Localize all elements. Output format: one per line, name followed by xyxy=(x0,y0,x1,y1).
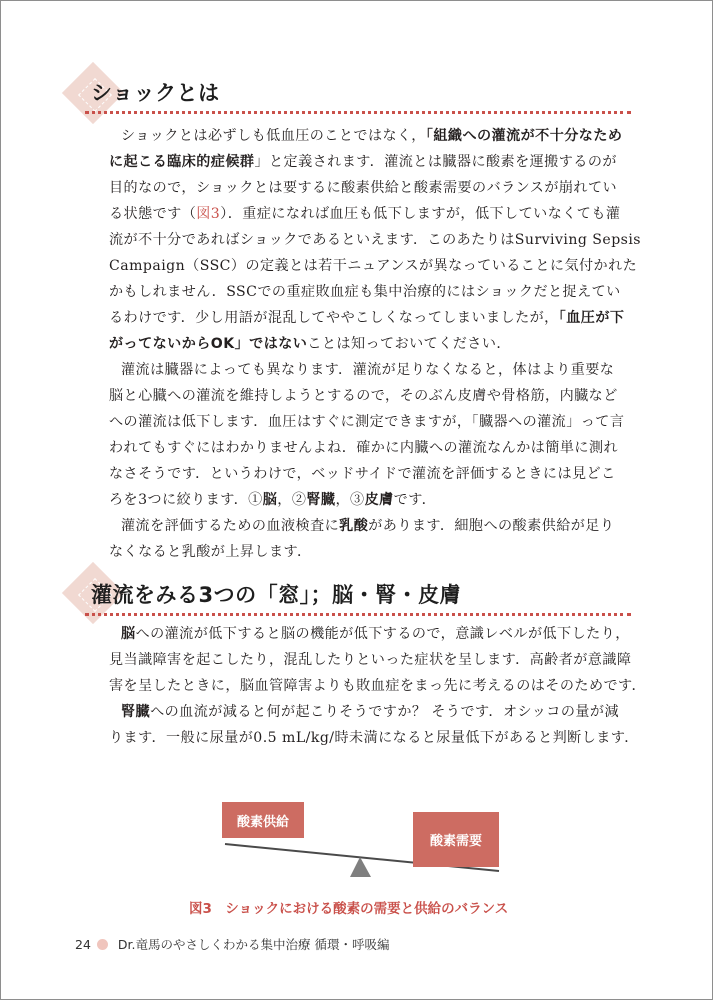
text-run: る状態です（ xyxy=(109,206,197,222)
text-run: かもしれません．SSCでの重症敗血症も集中治療的にはショックだと捉えてい xyxy=(109,284,621,300)
book-title: Dr.竜馬のやさしくわかる集中治療 循環・呼吸編 xyxy=(117,937,390,952)
oxygen-supply-box: 酸素供給 xyxy=(222,802,304,838)
text-run: への血流が減ると何が起こりそうですか？ そうです．オシッコの量が減 xyxy=(150,704,620,720)
figure-caption: 図3 ショックにおける酸素の需要と供給のバランス xyxy=(189,901,509,917)
text-run: ことは知っておいてください． xyxy=(307,336,511,352)
text-run: 見当識障害を起こしたり，混乱したりといった症状を呈します．高齢者が意識障 xyxy=(109,652,632,668)
text-run: 灌流を評価するための血液検査に xyxy=(121,518,340,534)
text-run: 流が不十分であればショックであるといえます．このあたりはSurviving Sepsis xyxy=(109,232,641,248)
section-title-windows: 灌流をみる3つの「窓」；脳・腎・皮膚 xyxy=(91,583,462,607)
text-run: への灌流は低下します．血圧はすぐに測定できますが，「臓器への灌流」って言 xyxy=(109,414,625,430)
page-footer xyxy=(75,935,389,953)
text-run: われてもすぐにはわかりませんよね．確かに内臓への灌流なんかは簡単に測れ xyxy=(109,440,619,456)
bold-emphasis: 乳酸 xyxy=(339,518,369,534)
bold-emphasis: 「血圧が下 xyxy=(558,310,625,326)
footer-dot-icon xyxy=(97,939,108,950)
bold-emphasis: 腎臓 xyxy=(306,492,336,508)
text-run: 目的なので，ショックとは要するに酸素供給と酸素需要のバランスが崩れてい xyxy=(109,180,618,196)
page-number: 24 xyxy=(75,936,91,952)
bold-emphasis: 脳 xyxy=(262,492,278,508)
text-run: があります．細胞への酸素供給が足り xyxy=(368,518,615,534)
bold-emphasis: 腎臓 xyxy=(121,704,151,720)
text-run: なさそうです．というわけで，ベッドサイドで灌流を評価するときには見どこ xyxy=(109,466,616,482)
text-run: ろを3つに絞ります．① xyxy=(109,492,263,508)
text-run: です． xyxy=(393,492,437,508)
figure-reference: 図3 xyxy=(196,206,221,222)
text-run: 害を呈したときに，脳血管障害よりも敗血症をまっ先に考えるのはそのためです． xyxy=(109,678,646,694)
seesaw-fulcrum xyxy=(350,857,371,877)
section-title-shock: ショックとは xyxy=(91,81,220,105)
bold-emphasis: 脳 xyxy=(121,626,136,642)
text-run: ，③ xyxy=(335,492,365,508)
bold-emphasis: 皮膚 xyxy=(364,492,394,508)
bold-emphasis: に起こる臨床的症候群 xyxy=(109,154,255,170)
text-run: 脳と心臓への灌流を維持しようとするので，そのぶん皮膚や骨格筋，内臓など xyxy=(109,388,618,404)
text-run: なくなると乳酸が上昇します． xyxy=(109,544,312,560)
text-run: 」と定義されます．灌流とは臓器に酸素を運搬するのが xyxy=(254,154,617,170)
text-run: ，② xyxy=(277,492,307,508)
text-run: 灌流は臓器によっても異なります．灌流が足りなくなると，体はより重要な xyxy=(121,362,615,378)
oxygen-demand-box: 酸素需要 xyxy=(413,812,499,867)
text-run: ります．一般に尿量が0.5 mL/kg/時未満になると尿量低下があると判断します． xyxy=(109,730,639,746)
bold-emphasis: がってないからOK」ではない xyxy=(109,336,308,352)
bold-emphasis: 「組織への灌流が不十分なため xyxy=(425,128,623,144)
text-run: るわけです．少し用語が混乱してややこしくなってしまいましたが， xyxy=(109,310,559,326)
text-run: への灌流が低下すると脳の機能が低下するので，意識レベルが低下したり， xyxy=(135,626,630,642)
text-run: Campaign（SSC）の定義とは若干ニュアンスが異なっていることに気付かれた xyxy=(109,258,638,274)
balance-diagram xyxy=(1,1,713,1001)
text-run: ショックとは必ずしも低血圧のことではなく， xyxy=(121,128,426,144)
text-run: ）．重症になれば血圧も低下しますが，低下していなくても灌 xyxy=(220,206,621,222)
